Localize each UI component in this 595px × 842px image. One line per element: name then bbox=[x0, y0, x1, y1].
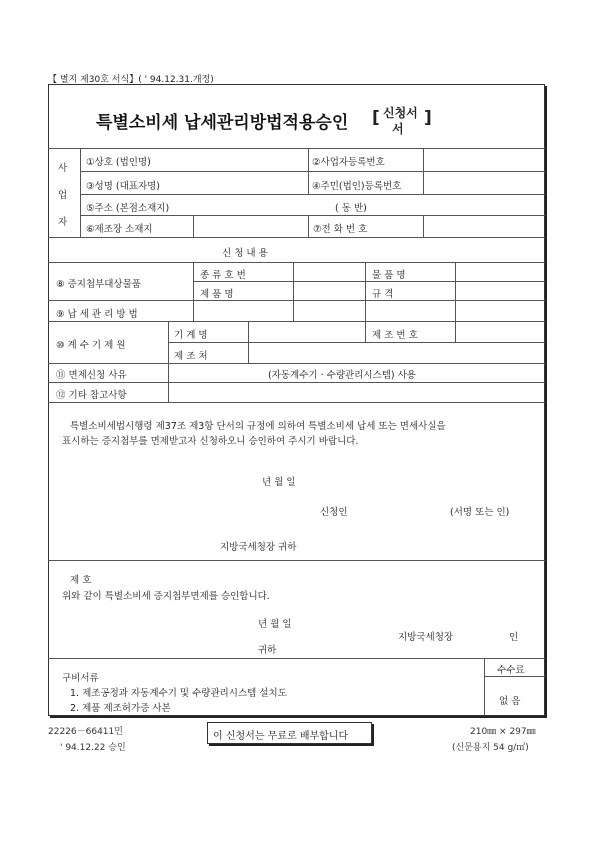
kind-no-label: 종 류 호 번 bbox=[200, 270, 246, 281]
free-box-shadow bbox=[372, 724, 374, 746]
applicant-side-label: 사 bbox=[58, 163, 68, 174]
applicant-name-label: 신청인 bbox=[320, 507, 348, 518]
title-option-document: 서 bbox=[392, 122, 404, 136]
required-doc-item: 2. 제품 제조허가증 사본 bbox=[70, 703, 171, 714]
product-name-label: 제 품 명 bbox=[200, 289, 234, 300]
factory-location-label: ⑥제조장 소재지 bbox=[86, 224, 153, 235]
applicant-side-label: 자 bbox=[58, 217, 68, 228]
rule bbox=[308, 148, 309, 194]
paper-size: 210㎜ × 297㎜ bbox=[470, 727, 536, 737]
free-box-shadow bbox=[209, 744, 374, 746]
rule bbox=[48, 402, 545, 403]
manufacturer-label: 제 조 처 bbox=[174, 351, 208, 362]
addressee-label: 지방국세청장 귀하 bbox=[220, 542, 297, 553]
rep-name-label: ③성명 (대표자명) bbox=[86, 181, 161, 192]
rule bbox=[455, 321, 456, 342]
resident-no-label: ④주민(법인)등록번호 bbox=[312, 181, 402, 192]
title-bracket-right: ] bbox=[424, 108, 432, 128]
rule bbox=[80, 171, 545, 172]
rule bbox=[48, 382, 545, 383]
rule bbox=[48, 560, 545, 561]
applicant-side-label: 업 bbox=[58, 190, 68, 201]
form-number-note: 【 별지 제30호 서식】( ' 94.12.31.개정) bbox=[48, 75, 214, 85]
fee-value: 없 음 bbox=[499, 696, 521, 707]
rule bbox=[48, 300, 545, 301]
application-date: 년 월 일 bbox=[262, 477, 296, 488]
statement-line-2: 표시하는 증지첩부를 면제받고자 신청하오니 승인하여 주시기 바랍니다. bbox=[62, 436, 359, 447]
paper-type: (신문용지 54 g/㎡) bbox=[452, 743, 529, 753]
form-code: 22226－66411민 bbox=[48, 727, 123, 737]
exemption-reason-value: (자동계수기 · 수량관리시스템) 사용 bbox=[268, 370, 416, 381]
rule bbox=[168, 382, 169, 402]
rule bbox=[48, 658, 545, 659]
approval-date: 년 월 일 bbox=[258, 619, 292, 630]
rule bbox=[193, 300, 194, 321]
rule bbox=[48, 148, 545, 149]
required-docs-title: 구비서류 bbox=[62, 673, 99, 684]
frame-shadow bbox=[545, 86, 547, 718]
frame-shadow bbox=[50, 716, 547, 718]
serial-no-label: 제 조 번 호 bbox=[372, 330, 418, 341]
target-goods-label: ⑧ 증지첩부대상물품 bbox=[56, 279, 141, 290]
rule bbox=[168, 342, 545, 343]
signature-label: (서명 또는 인) bbox=[450, 507, 510, 518]
counter-spec-label: ⑩ 계 수 기 제 원 bbox=[56, 340, 126, 351]
rule bbox=[484, 676, 545, 677]
spec-label: 규 격 bbox=[372, 289, 394, 300]
approval-director: 지방국세청장 bbox=[398, 632, 454, 643]
biz-reg-no-label: ②사업자등록번호 bbox=[312, 157, 385, 168]
approval-number: 제 호 bbox=[70, 575, 92, 586]
phone-label: ⑦전 화 번 호 bbox=[313, 224, 368, 235]
approval-addressee: 귀하 bbox=[258, 645, 277, 656]
fee-label: 수수료 bbox=[497, 665, 525, 676]
free-distribution-note: 이 신청서는 무료로 배부합니다 bbox=[213, 731, 349, 742]
rule bbox=[423, 148, 424, 194]
rule bbox=[80, 194, 545, 195]
approval-seal: 인 bbox=[509, 632, 519, 643]
address-label: ⑤주소 (본점소재지) bbox=[86, 203, 170, 214]
rule bbox=[193, 281, 545, 282]
rule bbox=[48, 262, 545, 263]
machine-name-label: 기 계 명 bbox=[174, 330, 208, 341]
content-header: 신 청 내 용 bbox=[222, 248, 268, 259]
item-name-label: 물 품 명 bbox=[372, 270, 406, 281]
trade-name-label: ①상호 (법인명) bbox=[86, 157, 151, 168]
rule bbox=[365, 300, 366, 321]
approval-text: 위와 같이 특별소비세 증지첩부면제를 승인합니다. bbox=[62, 591, 270, 602]
rule bbox=[193, 215, 194, 237]
rule bbox=[168, 363, 169, 382]
rule bbox=[455, 300, 456, 321]
rule bbox=[423, 215, 424, 237]
rule bbox=[293, 300, 294, 321]
required-doc-item: 1. 제조공정과 자동계수기 및 수량관리시스템 설치도 bbox=[70, 688, 287, 699]
rule bbox=[80, 215, 545, 216]
title-bracket-left: [ bbox=[372, 108, 380, 128]
statement-line-1: 특별소비세법시행령 제37조 제3항 단서의 규정에 의하여 특별소비세 납세 또는 면세사실을 bbox=[70, 421, 446, 432]
approval-date-footer: ' 94.12.22 승인 bbox=[60, 743, 126, 753]
rule bbox=[80, 148, 81, 237]
title-option-application: 신청서 bbox=[383, 106, 418, 120]
tax-management-method-label: ⑨ 납 세 관 리 방 법 bbox=[56, 309, 138, 320]
form-title: 특별소비세 납세관리방법적용승인 bbox=[96, 113, 349, 133]
exemption-reason-label: ⑪ 면제신청 사유 bbox=[56, 370, 127, 381]
rule bbox=[308, 215, 309, 237]
rule bbox=[48, 321, 545, 322]
rule bbox=[48, 237, 545, 238]
rule bbox=[484, 658, 485, 716]
rule bbox=[48, 363, 545, 364]
address-dong-label: ( 동 반) bbox=[335, 203, 367, 214]
rule bbox=[365, 321, 366, 342]
other-notes-label: ⑫ 기타 참고사항 bbox=[56, 390, 127, 401]
